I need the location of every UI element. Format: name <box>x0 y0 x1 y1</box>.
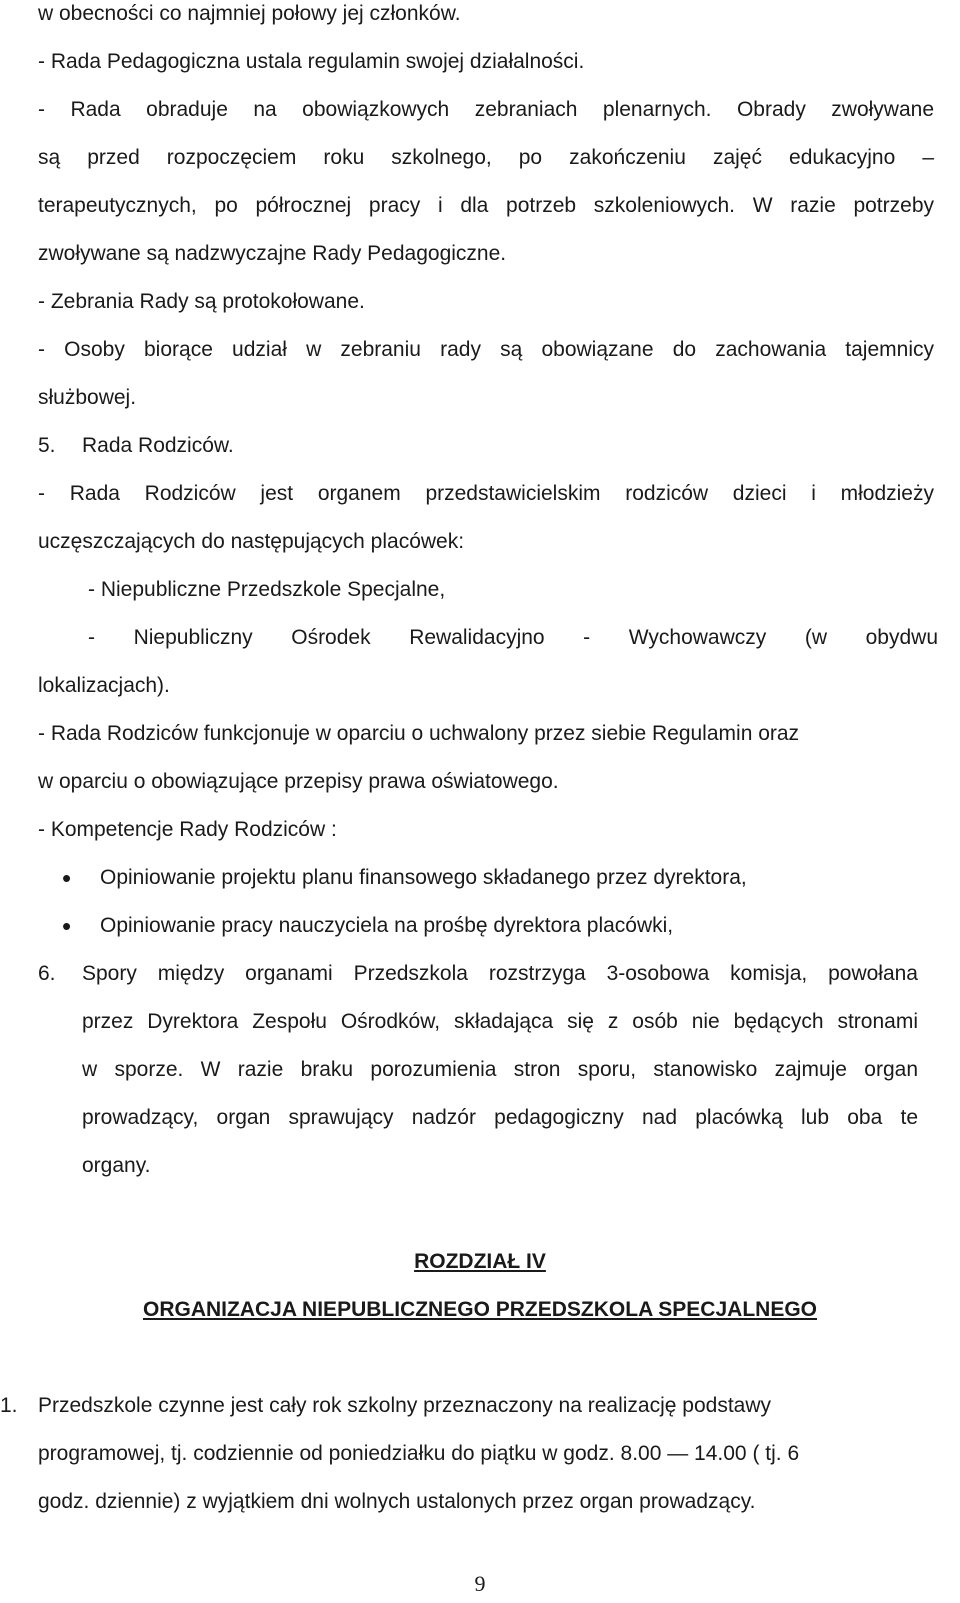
text-line: w sporze. W razie braku porozumienia stron sporu, stanowisko zajmuje organ <box>82 1058 918 1081</box>
page-number: 9 <box>474 1571 486 1596</box>
text-line: - Rada obraduje na obowiązkowych zebraniach plenarnych. Obrady zwoływane <box>38 98 934 121</box>
text-line: służbowej. <box>38 386 137 409</box>
bullet-item: Opiniowanie pracy nauczyciela na prośbę dyrektora placówki, <box>100 914 674 937</box>
text-line: - Zebrania Rady są protokołowane. <box>38 290 365 313</box>
text-line: w obecności co najmniej połowy jej członków. <box>38 2 461 25</box>
section-number: 5. <box>38 434 56 457</box>
list-item: - Niepubliczny Ośrodek Rewalidacyjno - Wychowawczy (w obydwu <box>88 626 938 649</box>
bullet-item: Opiniowanie projektu planu finansowego składanego przez dyrektora, <box>100 866 747 889</box>
text-line: godz. dziennie) z wyjątkiem dni wolnych ustalonych przez organ prowadzący. <box>38 1490 756 1513</box>
text-line: programowej, tj. codziennie od poniedziałku do piątku w godz. 8.00 — 14.00 ( tj. 6 <box>38 1442 800 1465</box>
text-line: - Rada Rodziców funkcjonuje w oparciu o uchwalony przez siebie Regulamin oraz <box>38 722 800 745</box>
text-line: Spory między organami Przedszkola rozstrzyga 3-osobowa komisja, powołana <box>82 962 918 985</box>
text-line: są przed rozpoczęciem roku szkolnego, po zakończeniu zajęć edukacyjno – <box>38 146 934 169</box>
text-line: - Rada Rodziców jest organem przedstawicielskim rodziców dzieci i młodzieży <box>38 482 934 505</box>
text-line: - Rada Pedagogiczna ustala regulamin swojej działalności. <box>38 50 585 73</box>
text-line: lokalizacjach). <box>38 674 170 697</box>
text-line: w oparciu o obowiązujące przepisy prawa oświatowego. <box>38 770 559 793</box>
text-line: organy. <box>82 1154 151 1177</box>
text-line: prowadzący, organ sprawujący nadzór pedagogiczny nad placówką lub oba te <box>82 1106 918 1129</box>
bullet-icon: • <box>62 911 72 941</box>
chapter-subtitle: ORGANIZACJA NIEPUBLICZNEGO PRZEDSZKOLA SPECJALNEGO <box>143 1298 817 1321</box>
section-number: 1. <box>0 1394 18 1417</box>
text-line: terapeutycznych, po półrocznej pracy i dla potrzeb szkoleniowych. W razie potrzeby <box>38 194 934 217</box>
chapter-title: ROZDZIAŁ IV <box>414 1250 546 1273</box>
text-line: - Osoby biorące udział w zebraniu rady są obowiązane do zachowania tajemnicy <box>38 338 934 361</box>
text-line: - Kompetencje Rady Rodziców : <box>38 818 337 841</box>
bullet-icon: • <box>62 863 72 893</box>
text-line: przez Dyrektora Zespołu Ośrodków, składająca się z osób nie będących stronami <box>82 1010 918 1033</box>
section-heading: Rada Rodziców. <box>82 434 234 457</box>
text-line: zwoływane są nadzwyczajne Rady Pedagogiczne. <box>38 242 507 265</box>
text-line: Przedszkole czynne jest cały rok szkolny przeznaczony na realizację podstawy <box>38 1394 772 1417</box>
list-item: - Niepubliczne Przedszkole Specjalne, <box>88 578 446 601</box>
text-line: uczęszczających do następujących placówek: <box>38 530 465 553</box>
section-number: 6. <box>38 962 56 985</box>
